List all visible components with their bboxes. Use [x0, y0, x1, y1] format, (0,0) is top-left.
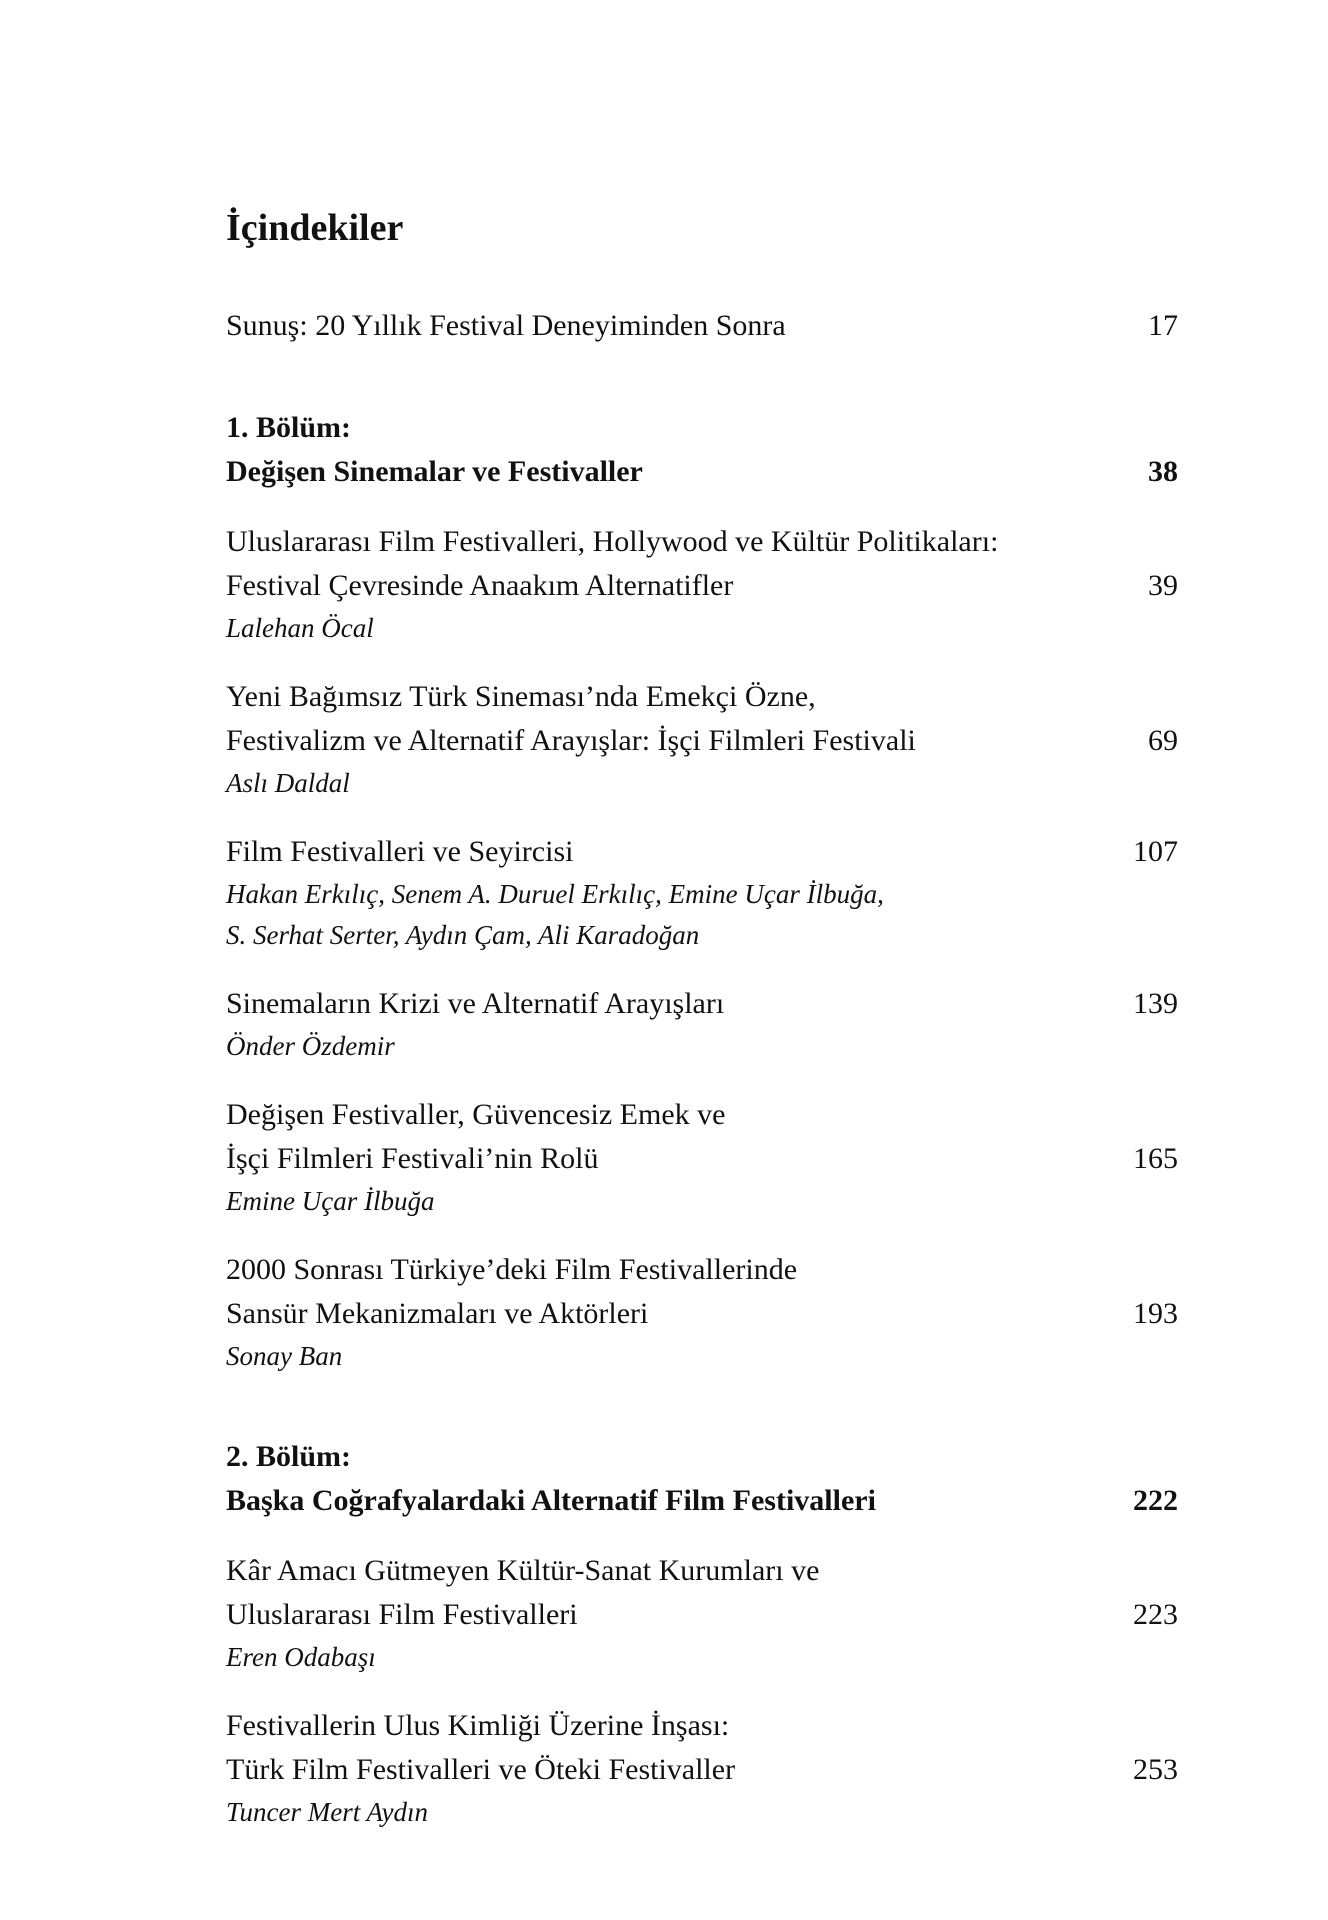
entry-title-line: Sansür Mekanizmaları ve Aktörleri	[226, 1297, 649, 1330]
page-number: 165	[1133, 1142, 1178, 1175]
page-number: 17	[1148, 309, 1178, 342]
part-title: Başka Coğrafyalardaki Alternatif Film Festivalleri	[226, 1484, 876, 1517]
page-number: 253	[1133, 1753, 1178, 1786]
entry-author: Önder Özdemir	[226, 1031, 395, 1061]
entry-title-line: Sinemaların Krizi ve Alternatif Arayışları	[226, 987, 725, 1020]
entry-title-line: İşçi Filmleri Festivali’nin Rolü	[226, 1142, 599, 1175]
table-of-contents	[226, 200, 1178, 1833]
part-label: 2. Bölüm:	[226, 1440, 352, 1473]
entry-title-line: Festivallerin Ulus Kimliği Üzerine İnşası:	[226, 1709, 730, 1742]
entry-author: Hakan Erkılıç, Senem A. Duruel Erkılıç, Emine Uçar İlbuğa,	[226, 879, 884, 909]
toc-entry	[226, 1093, 1178, 1222]
page-number: 39	[1148, 569, 1178, 602]
page-title: İçindekiler	[226, 207, 404, 249]
entry-title-line: Festival Çevresinde Anaakım Alternatifler	[226, 569, 734, 602]
toc-entry	[226, 1549, 1178, 1678]
entry-author: Eren Odabaşı	[226, 1642, 376, 1672]
toc-entry	[226, 675, 1178, 804]
entry-title-line: Uluslararası Film Festivalleri, Hollywood ve Kültür Politikaları:	[226, 525, 999, 558]
part-heading-1	[226, 406, 1178, 494]
toc-entry	[226, 982, 1178, 1067]
page-number: 107	[1133, 835, 1178, 868]
toc-entry	[226, 830, 1178, 956]
entry-title-line: Yeni Bağımsız Türk Sineması’nda Emekçi Özne,	[226, 680, 816, 713]
entry-title-line: Festivalizm ve Alternatif Arayışlar: İşçi Filmleri Festivali	[226, 724, 916, 757]
entry-author: Aslı Daldal	[226, 768, 350, 798]
part-label: 1. Bölüm:	[226, 411, 352, 444]
part-title: Değişen Sinemalar ve Festivaller	[226, 455, 643, 488]
entry-author: Lalehan Öcal	[226, 613, 374, 643]
entry-title-line: Türk Film Festivalleri ve Öteki Festivaller	[226, 1753, 736, 1786]
entry-author: Sonay Ban	[226, 1341, 343, 1371]
toc-entry	[226, 520, 1178, 649]
toc-entry	[226, 1704, 1178, 1833]
page-number: 223	[1133, 1598, 1178, 1631]
page-number: 222	[1133, 1484, 1178, 1517]
entry-author: Tuncer Mert Aydın	[226, 1797, 428, 1827]
toc-entry-intro	[226, 304, 1178, 348]
entry-title-line: 2000 Sonrası Türkiye’deki Film Festivallerinde	[226, 1253, 798, 1286]
part-heading-2	[226, 1435, 1178, 1523]
page-number: 38	[1148, 455, 1178, 488]
entry-title-line: Uluslararası Film Festivalleri	[226, 1598, 578, 1631]
entry-title-line: Film Festivalleri ve Seyircisi	[226, 835, 574, 868]
entry-author: S. Serhat Serter, Aydın Çam, Ali Karadoğan	[226, 920, 700, 950]
entry-author: Emine Uçar İlbuğa	[226, 1186, 435, 1216]
entry-title: Sunuş: 20 Yıllık Festival Deneyiminden Sonra	[226, 309, 786, 342]
toc-entry	[226, 1248, 1178, 1377]
entry-title-line: Kâr Amacı Gütmeyen Kültür-Sanat Kurumları ve	[226, 1554, 820, 1587]
page-number: 69	[1148, 724, 1178, 757]
page-number: 139	[1133, 987, 1178, 1020]
page-number: 193	[1133, 1297, 1178, 1330]
entry-title-line: Değişen Festivaller, Güvencesiz Emek ve	[226, 1098, 726, 1131]
